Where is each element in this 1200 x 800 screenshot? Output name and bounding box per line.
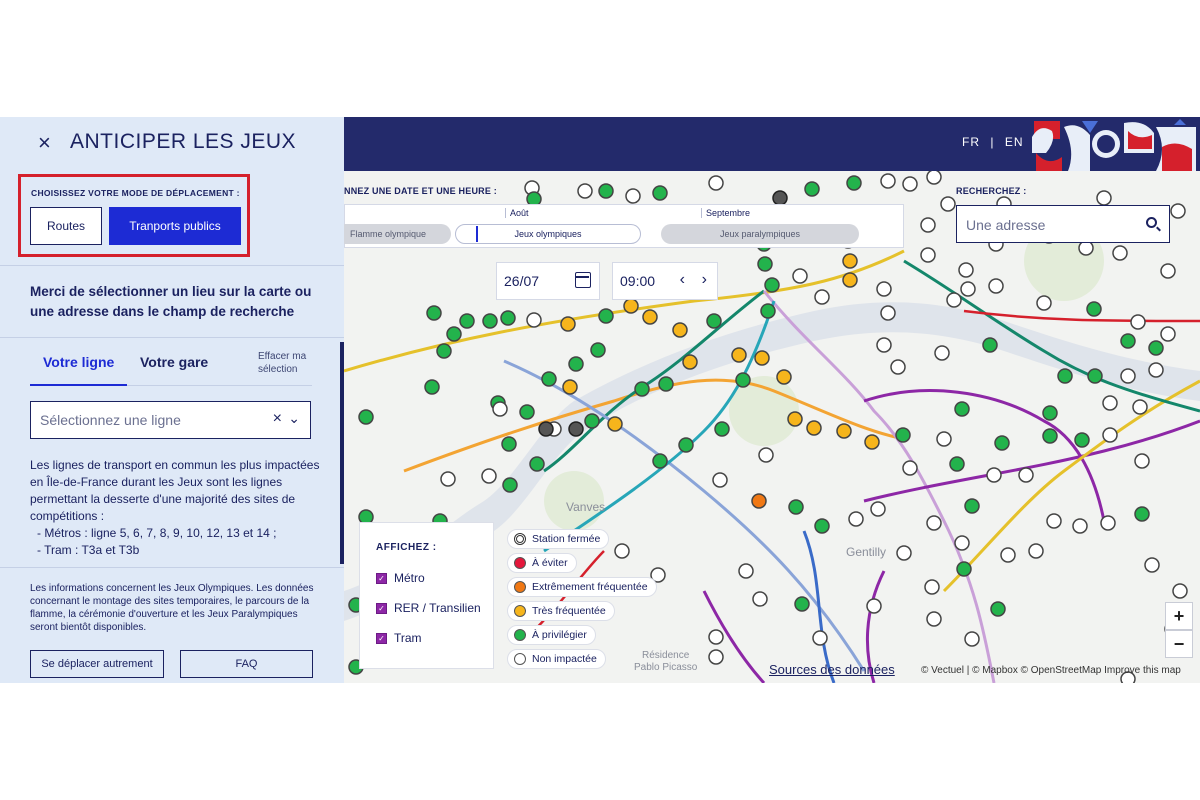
clear-icon[interactable]: × bbox=[272, 410, 282, 427]
active-tab-indicator bbox=[30, 384, 127, 386]
period-olympics[interactable]: Jeux olympiques bbox=[455, 224, 641, 244]
line-select[interactable] bbox=[30, 401, 311, 439]
status-legend-item bbox=[507, 577, 657, 597]
date-value: 26/07 bbox=[504, 273, 540, 289]
lang-separator: | bbox=[990, 135, 995, 149]
status-label: Très fréquentée bbox=[532, 605, 606, 617]
status-label: À privilégier bbox=[532, 629, 587, 641]
tabs bbox=[30, 346, 312, 386]
not-impacted-icon bbox=[514, 653, 526, 665]
date-input[interactable] bbox=[496, 262, 600, 300]
map-attribution[interactable]: © Vectuel | © Mapbox © OpenStreetMap Improve this map bbox=[921, 665, 1181, 676]
status-label: À éviter bbox=[532, 557, 568, 569]
status-label: Extrêmement fréquentée bbox=[532, 581, 648, 593]
search-label: RECHERCHEZ : bbox=[956, 186, 1027, 196]
info-paragraph: Les lignes de transport en commun les plus impactées en Île-de-France durant les Jeux sont les lignes permettant la desserte d'une majorité des sites de compétitions : bbox=[30, 458, 320, 523]
closed-station-icon bbox=[514, 533, 526, 545]
routes-button[interactable]: Routes bbox=[30, 207, 102, 245]
sidebar-title: ANTICIPER LES JEUX bbox=[70, 130, 297, 153]
place-label: Vanves bbox=[566, 500, 606, 514]
very-busy-icon bbox=[514, 605, 526, 617]
checkbox-checked-icon[interactable]: ✓ bbox=[376, 603, 387, 614]
layer-toggle-rer[interactable] bbox=[376, 601, 481, 615]
transit-map[interactable] bbox=[344, 171, 1200, 683]
header bbox=[344, 117, 1200, 171]
place-label: Pablo Picasso bbox=[634, 662, 698, 673]
line-select-placeholder: Sélectionnez une ligne bbox=[40, 412, 181, 428]
sidebar-footer bbox=[0, 567, 344, 683]
layer-toggle-metro[interactable] bbox=[376, 571, 425, 585]
selection-prompt: Merci de sélectionner un lieu sur la carte ou une adresse dans le champ de recherche bbox=[30, 284, 312, 319]
search-icon[interactable] bbox=[1146, 217, 1157, 228]
time-input[interactable] bbox=[612, 262, 718, 300]
sidebar bbox=[0, 117, 344, 683]
tab-your-station[interactable]: Votre gare bbox=[140, 354, 209, 370]
period-torch-relay[interactable]: Flamme olympique bbox=[344, 224, 451, 244]
clear-selection-link[interactable]: Effacer ma sélection bbox=[258, 351, 307, 375]
other-travel-button[interactable]: Se déplacer autrement bbox=[30, 650, 164, 678]
divider bbox=[0, 337, 344, 338]
close-icon[interactable]: × bbox=[38, 130, 51, 155]
public-transport-button[interactable]: Tranports publics bbox=[109, 207, 241, 245]
transport-mode-selector bbox=[18, 174, 250, 257]
data-sources-link[interactable]: Sources des données bbox=[769, 662, 895, 677]
layer-label: RER / Transilien bbox=[394, 601, 481, 615]
zoom-in-button[interactable]: + bbox=[1165, 602, 1193, 630]
divider bbox=[0, 265, 344, 266]
status-legend-item bbox=[507, 625, 596, 645]
time-value: 09:00 bbox=[620, 273, 656, 289]
date-label: NNEZ UNE DATE ET UNE HEURE : bbox=[344, 186, 497, 196]
info-item: - Métros : ligne 5, 6, 7, 8, 9, 10, 12, 13 et 14 ; bbox=[37, 526, 277, 540]
layer-label: Tram bbox=[394, 631, 422, 645]
chevron-right-icon[interactable]: › bbox=[701, 271, 707, 288]
status-label: Station fermée bbox=[532, 533, 601, 545]
month-label: Août bbox=[505, 208, 529, 218]
period-paralympics[interactable]: Jeux paralympiques bbox=[661, 224, 859, 244]
place-label: Résidence bbox=[642, 650, 690, 661]
address-search-input[interactable] bbox=[956, 205, 1170, 243]
status-legend-item bbox=[507, 649, 606, 669]
status-label: Non impactée bbox=[532, 653, 597, 665]
date-timeline[interactable] bbox=[344, 204, 904, 248]
avoid-icon bbox=[514, 557, 526, 569]
search-placeholder: Une adresse bbox=[966, 217, 1046, 233]
chevron-down-icon[interactable]: ⌄ bbox=[288, 410, 300, 426]
mode-label: CHOISISSEZ VOTRE MODE DE DÉPLACEMENT : bbox=[31, 188, 240, 198]
lang-fr[interactable]: FR bbox=[962, 135, 980, 149]
layer-label: Métro bbox=[394, 571, 425, 585]
legend-title: AFFICHEZ : bbox=[376, 542, 437, 553]
recommended-icon bbox=[514, 629, 526, 641]
info-text bbox=[30, 457, 320, 559]
faq-button[interactable]: FAQ bbox=[180, 650, 313, 678]
info-item: - Tram : T3a et T3b bbox=[37, 543, 140, 557]
status-legend-item bbox=[507, 529, 609, 549]
calendar-icon[interactable] bbox=[575, 272, 591, 288]
brand-logo bbox=[1024, 117, 1200, 171]
zoom-out-button[interactable]: − bbox=[1165, 630, 1193, 658]
language-switcher bbox=[962, 135, 1023, 149]
tab-your-line[interactable]: Votre ligne bbox=[43, 354, 115, 370]
footer-note: Les informations concernent les Jeux Olympiques. Les données concernant le montage des sites temporaires, le parcours de la flamme, la cérémonie d'ouverture et les Jeux Paralympiques seront bientôt disponibles. bbox=[30, 583, 314, 633]
extremely-busy-icon bbox=[514, 581, 526, 593]
month-label: Septembre bbox=[701, 208, 750, 218]
chevron-left-icon[interactable]: ‹ bbox=[679, 271, 685, 288]
checkbox-checked-icon[interactable]: ✓ bbox=[376, 573, 387, 584]
layer-toggle-tram[interactable] bbox=[376, 631, 422, 645]
place-label: Gentilly bbox=[846, 545, 887, 559]
layer-legend bbox=[359, 522, 494, 669]
lang-en[interactable]: EN bbox=[1004, 135, 1024, 149]
status-legend-item bbox=[507, 601, 615, 621]
info-list bbox=[30, 525, 320, 559]
checkbox-checked-icon[interactable]: ✓ bbox=[376, 633, 387, 644]
status-legend-item bbox=[507, 553, 577, 573]
